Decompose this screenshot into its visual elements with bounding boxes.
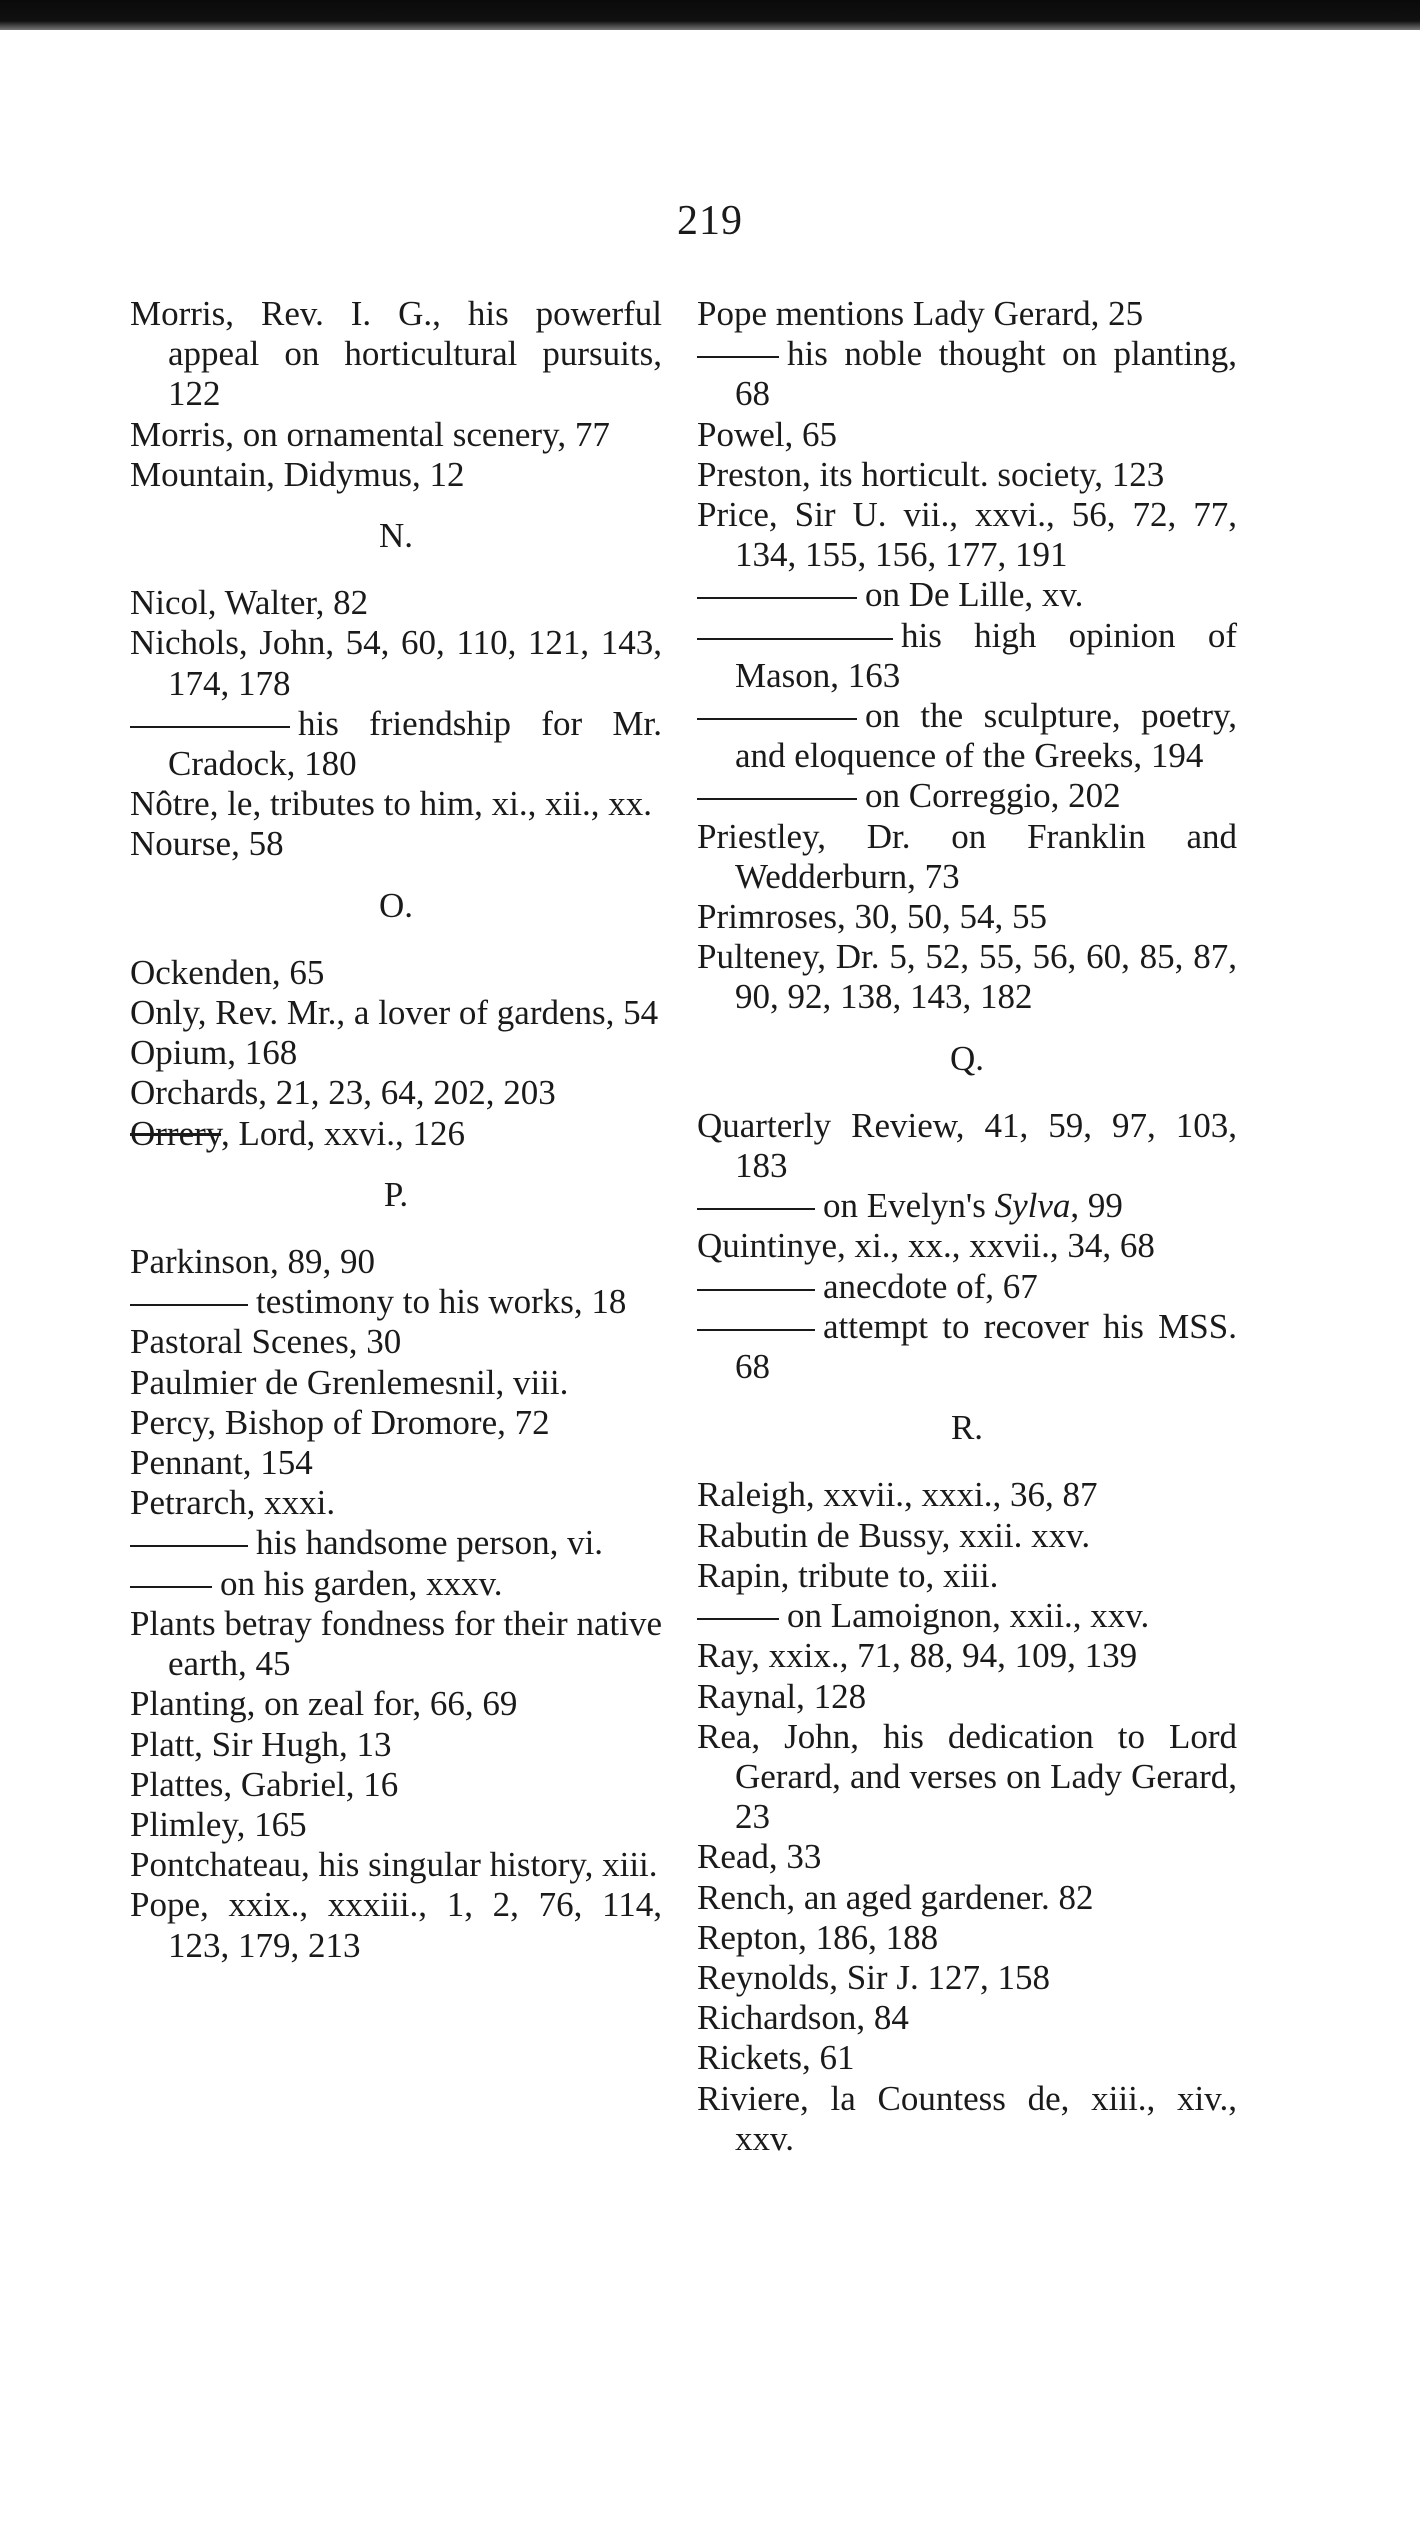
index-entry: Rench, an aged gardener. 82: [697, 1877, 1094, 1917]
index-entry: Orchards, 21, 23, 64, 202, 203: [130, 1073, 556, 1113]
index-entry: Powel, 65: [697, 414, 837, 454]
index-entry: Pontchateau, his singular history, xiii.: [130, 1845, 658, 1885]
index-entry: Pennant, 154: [130, 1443, 313, 1483]
subentry-text: his high opinion of Mason, 163: [735, 615, 1237, 695]
ditto-dash: [697, 1208, 815, 1210]
section-letter: P.: [383, 1174, 409, 1214]
index-entry: Riviere, la Countess de, xiii., xiv., xxv.: [697, 2078, 1237, 2158]
page-number: 219: [677, 198, 743, 244]
index-entry: Paulmier de Grenlemesnil, viii.: [130, 1362, 569, 1402]
ditto-dash: [697, 597, 857, 599]
index-entry: Plants betray fondness for their native earth, 45: [130, 1603, 662, 1684]
subentry-text: on De Lille, xv.: [865, 575, 1084, 615]
index-subentry: [697, 776, 1237, 816]
index-entry: Plimley, 165: [130, 1804, 307, 1844]
subentry-text: his handsome person, vi.: [256, 1523, 604, 1563]
ditto-dash: [697, 1329, 815, 1331]
index-entry: Rickets, 61: [697, 2038, 855, 2078]
index-entry: Preston, its horticult. society, 123: [697, 454, 1165, 494]
index-subentry: [697, 1267, 1237, 1307]
index-entry: Richardson, 84: [697, 1998, 909, 2038]
index-entry: Nôtre, le, tributes to him, xi., xii., xx.: [130, 784, 653, 824]
struck-name: Orrery: [130, 1113, 222, 1153]
subentry-text: attempt to recover his MSS. 68: [735, 1306, 1237, 1387]
subentry-text: on the sculpture, poetry, and eloquence of the Greeks, 194: [735, 696, 1237, 776]
index-subentry: [697, 696, 1237, 776]
subentry-text: his friendship for Mr. Cradock, 180: [168, 703, 662, 784]
index-entry: Plattes, Gabriel, 16: [130, 1764, 399, 1804]
subentry-text: anecdote of, 67: [823, 1266, 1038, 1306]
section-letter: N.: [378, 516, 414, 556]
entry-rest: , Lord, xxvi., 126: [221, 1113, 466, 1153]
ditto-dash: [130, 1304, 248, 1306]
index-entry: Opium, 168: [130, 1033, 298, 1073]
subentry-text: on Lamoignon, xxii., xxv.: [787, 1596, 1150, 1636]
index-entry: [130, 1114, 662, 1154]
index-entry: Pope, xxix., xxxiii., 1, 2, 76, 114, 123, 179, 213: [130, 1885, 662, 1965]
ditto-dash: [130, 726, 290, 728]
index-entry: Read, 33: [697, 1837, 822, 1877]
subentry-text: on Evelyn's: [823, 1186, 995, 1226]
index-entry: Raleigh, xxvii., xxxi., 36, 87: [697, 1475, 1098, 1515]
index-entry: Quarterly Review, 41, 59, 97, 103, 183: [697, 1105, 1237, 1186]
index-entry: Rea, John, his dedication to Lord Gerard, and verses on Lady Gerard, 23: [697, 1716, 1237, 1837]
ditto-dash: [697, 718, 857, 720]
section-letter: Q.: [949, 1038, 985, 1078]
index-entry: Rabutin de Bussy, xxii. xxv.: [697, 1515, 1091, 1555]
index-subentry: [697, 616, 1237, 696]
index-entry: Nichols, John, 54, 60, 110, 121, 143, 174, 178: [130, 623, 662, 703]
index-entry: Planting, on zeal for, 66, 69: [130, 1684, 518, 1724]
subentry-rest: , 99: [1070, 1186, 1123, 1226]
index-subentry: [697, 1307, 1237, 1387]
index-entry: Morris, Rev. I. G., his powerful appeal on horticultural pursuits, 122: [130, 294, 662, 414]
ditto-dash: [697, 638, 893, 640]
subentry-text: on Correggio, 202: [865, 776, 1121, 816]
index-column-left: [130, 294, 662, 1966]
index-entry: Percy, Bishop of Dromore, 72: [130, 1402, 550, 1442]
ditto-dash: [697, 1289, 815, 1291]
subentry-text: testimony to his works, 18: [256, 1282, 627, 1322]
ditto-dash: [697, 798, 857, 800]
index-entry: Ray, xxix., 71, 88, 94, 109, 139: [697, 1636, 1138, 1676]
index-entry: Price, Sir U. vii., xxvi., 56, 72, 77, 134, 155, 156, 177, 191: [697, 495, 1237, 575]
ditto-dash: [130, 1586, 212, 1588]
index-entry: Repton, 186, 188: [697, 1917, 939, 1957]
index-entry: Platt, Sir Hugh, 13: [130, 1724, 392, 1764]
index-entry: Rapin, tribute to, xiii.: [697, 1555, 999, 1595]
index-subentry: [697, 1596, 1237, 1636]
index-subentry: [130, 1564, 662, 1604]
index-entry: Reynolds, Sir J. 127, 158: [697, 1957, 1050, 1997]
subentry-text: his noble thought on planting, 68: [735, 334, 1237, 414]
index-entry: Quintinye, xi., xx., xxvii., 34, 68: [697, 1226, 1155, 1266]
index-subentry: [130, 704, 662, 784]
index-entry: Pulteney, Dr. 5, 52, 55, 56, 60, 85, 87, 90, 92, 138, 143, 182: [697, 937, 1237, 1017]
index-entry: Only, Rev. Mr., a lover of gardens, 54: [130, 993, 659, 1033]
section-letter: O.: [378, 885, 414, 925]
index-entry: Pope mentions Lady Gerard, 25: [697, 294, 1144, 333]
index-entry: Ockenden, 65: [130, 952, 325, 992]
index-subentry: [697, 575, 1237, 615]
index-subentry: [130, 1282, 662, 1322]
index-entry: Mountain, Didymus, 12: [130, 454, 465, 494]
subentry-text: on his garden, xxxv.: [220, 1563, 503, 1603]
index-column-right: [697, 294, 1237, 2159]
ditto-dash: [697, 356, 779, 358]
ditto-dash: [130, 1545, 248, 1547]
index-entry: Morris, on ornamental scenery, 77: [130, 414, 610, 454]
index-entry: Primroses, 30, 50, 54, 55: [697, 897, 1047, 937]
section-letter: R.: [950, 1408, 984, 1448]
index-entry: Nourse, 58: [130, 824, 284, 864]
italic-title: Sylva: [994, 1186, 1071, 1226]
index-entry: Petrarch, xxxi.: [130, 1483, 336, 1523]
index-entry: Parkinson, 89, 90: [130, 1242, 375, 1282]
index-subentry: [130, 1523, 662, 1563]
scan-top-edge: [0, 0, 1420, 30]
index-entry: Priestley, Dr. on Franklin and Wedderburn, 73: [697, 816, 1237, 896]
ditto-dash: [697, 1618, 779, 1620]
index-entry: Pastoral Scenes, 30: [130, 1322, 402, 1362]
index-entry: Raynal, 128: [697, 1676, 867, 1716]
index-subentry: [697, 334, 1237, 414]
index-entry: Nicol, Walter, 82: [130, 583, 369, 623]
index-subentry: [697, 1186, 1237, 1226]
